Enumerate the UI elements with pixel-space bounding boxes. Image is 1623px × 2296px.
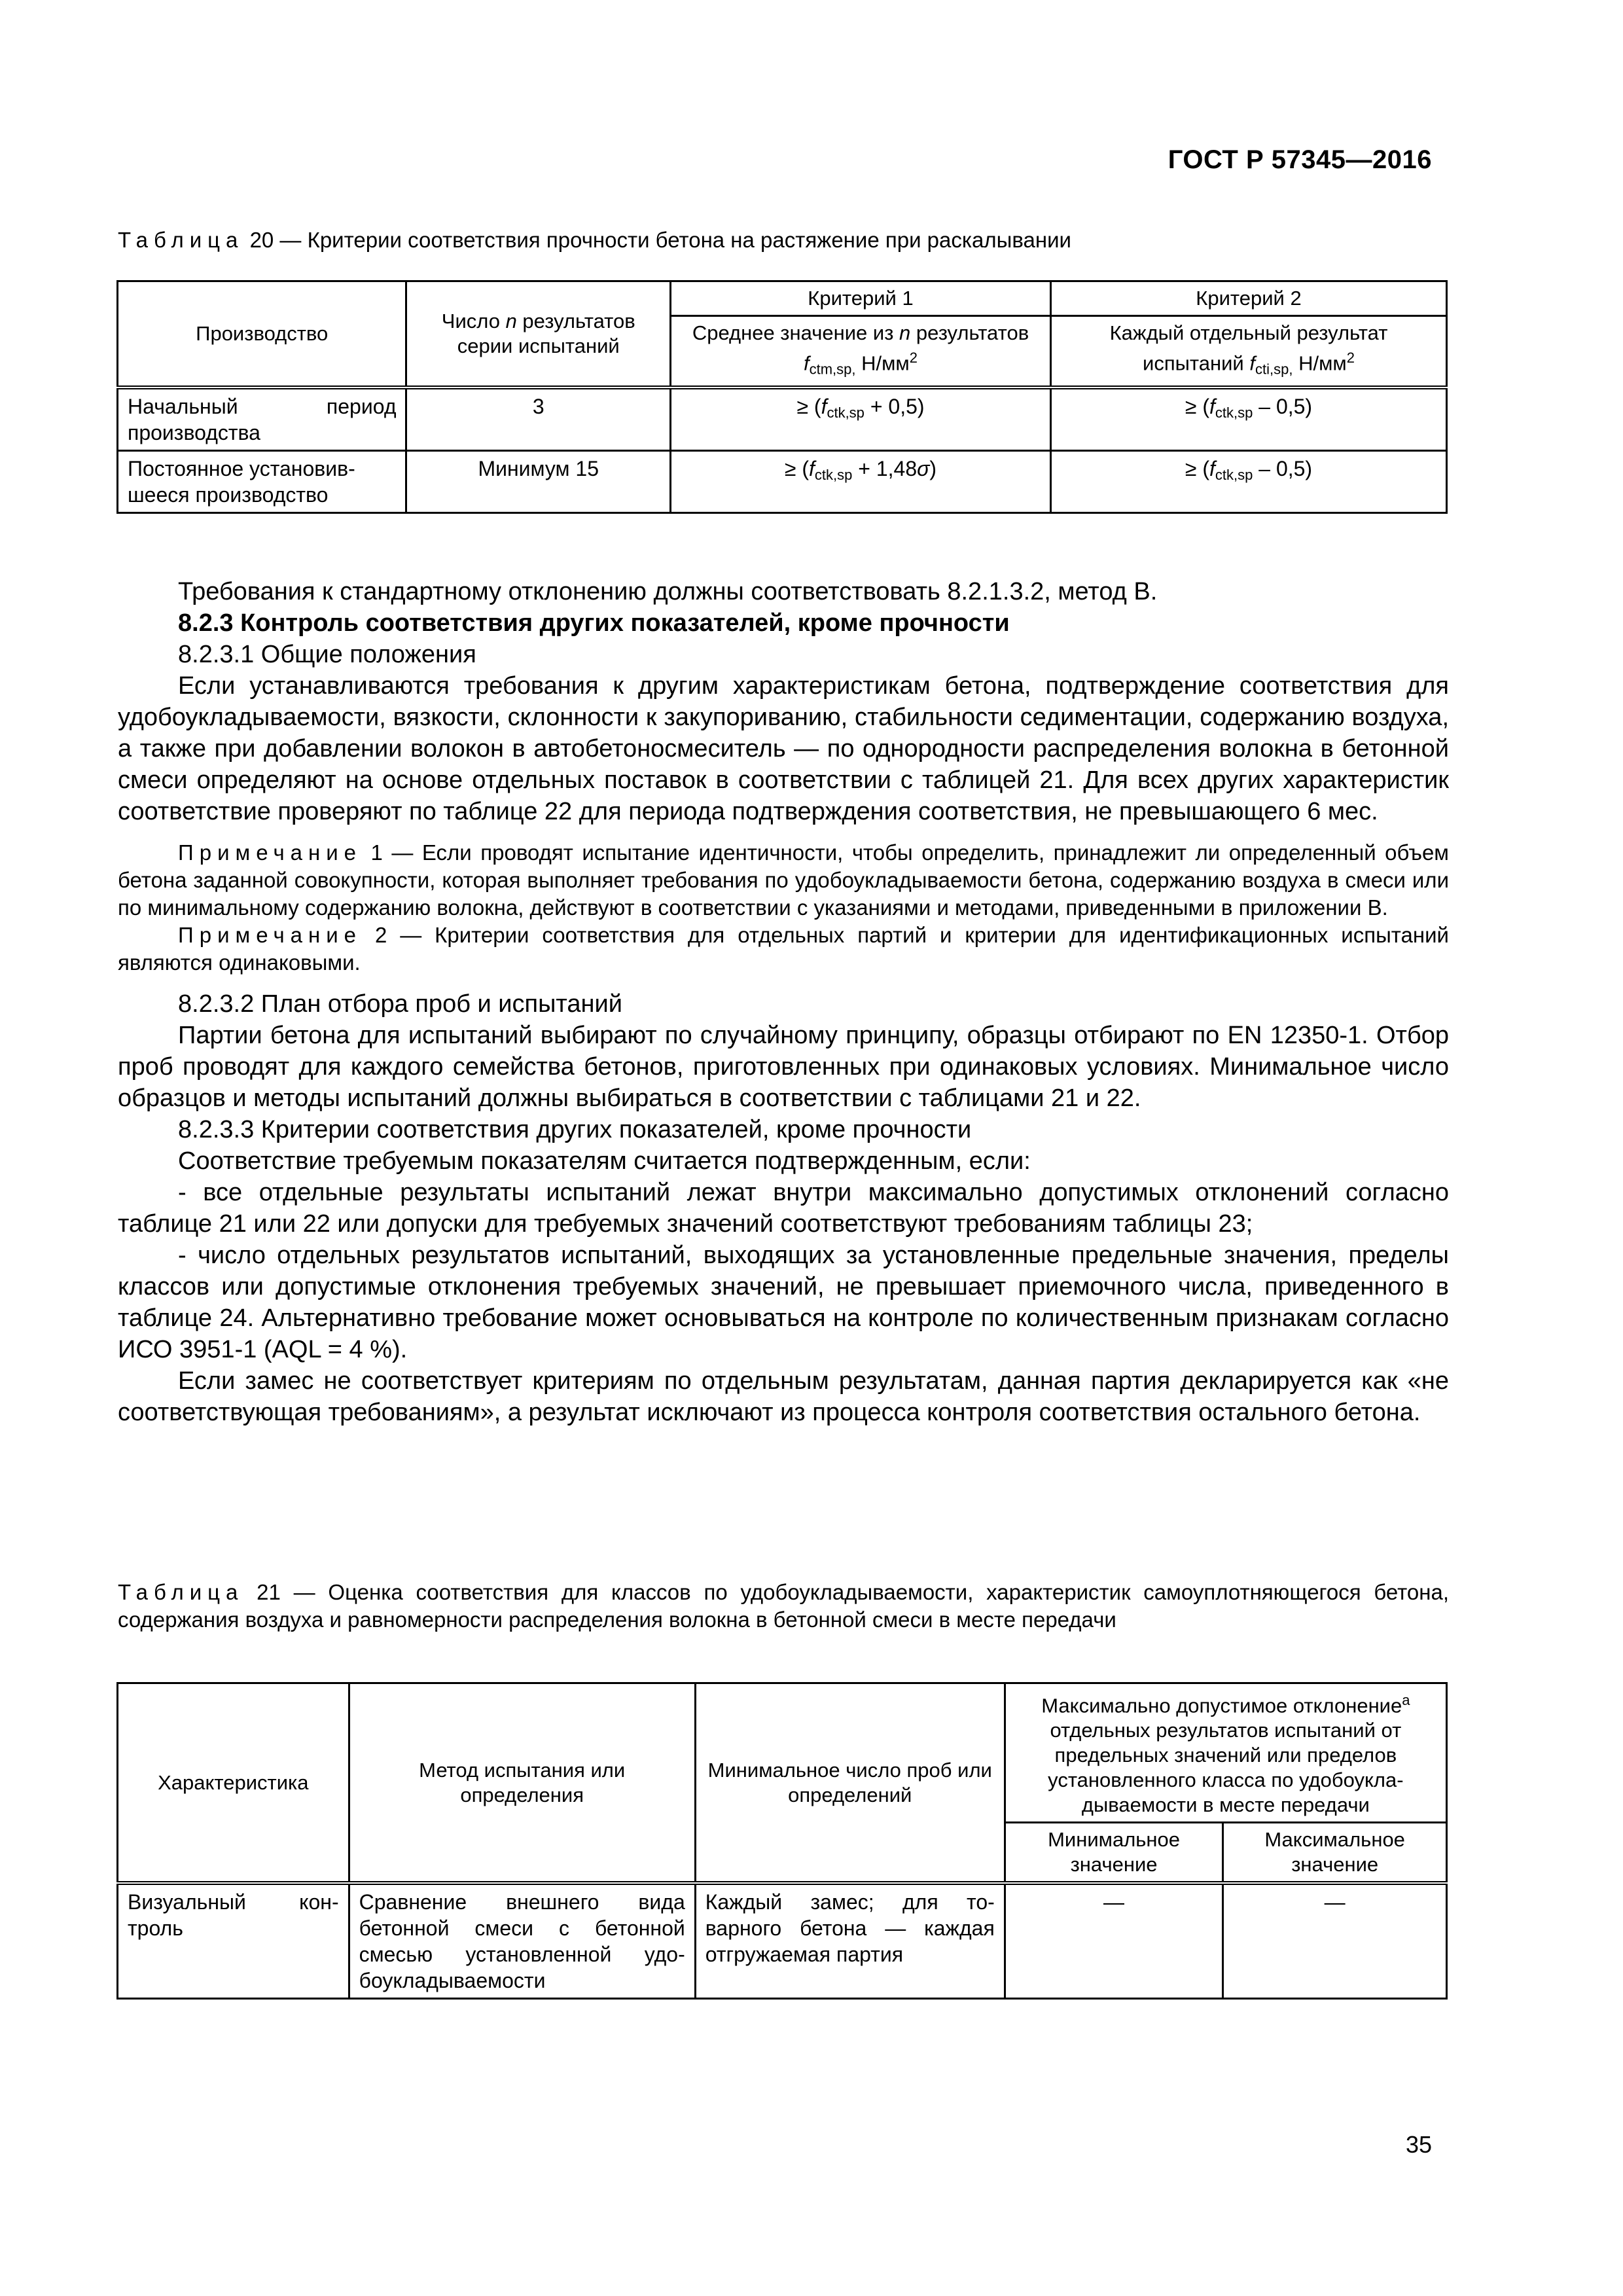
- t20-subheader-criterion1: Среднее значение из n результатов $f_{ctm,sp,}$ $Н/мм^2$: [671, 316, 1051, 388]
- t21-characteristic-visual: Визуальный контроль: [118, 1883, 349, 1999]
- t20-header-n: Число n результатов серии испытаний: [406, 281, 671, 388]
- list-item: - все отдельные результаты испытаний лежат внутри максимально допустимых отклонений согласно таблице 21 или 22 или допуски для требуемых значений соответствуют требованиям таблицы 23;: [118, 1179, 1449, 1238]
- t21-header-min-samples: Минимальное число проб или определений: [695, 1683, 1005, 1884]
- paragraph-general: Если устанавливаются требования к другим характеристикам бетона, подтверждение соответствия для удобоукладываемости, вязкости, склонности к закупориванию, стабильности седиментации, содержанию воздуха, а также при добавлении волокон в автобетоносмеситель — по однородности распределения волокна в бетонной смеси определяют на основе отдельных поставок в соответствии с таблицей 21. Для всех других характеристик соответствие проверяют по таблице 22 для периода подтверждения соответствия, не превышающего 6 мес.: [118, 672, 1449, 825]
- note-1: Примечание 1 — Если проводят испытание идентичности, чтобы определить, принадлежит ли определенный объем бетона заданной совокупности, которая выполняет требования по удобоукладываемости бетона, содержанию воздуха в смеси или по минимальному содержанию волокна, действуют в соответствии с указаниями и методами, приведенными в приложении В.: [118, 840, 1449, 920]
- t20-subheader-criterion2: Каждый отдельный результат испытаний $f_{cti,sp,}$ $Н/мм^2$: [1050, 316, 1446, 388]
- t21-maxval-visual: —: [1223, 1883, 1447, 1999]
- t20-crit1-initial: ≥ $(f_{ctk,sp} + 0,5)$: [671, 387, 1051, 451]
- table20-caption-label: Таблица: [118, 228, 244, 252]
- table21-caption-text: 21 — Оценка соответствия для классов по удобоукладываемости, характеристик самоуплотняющегося бетона, содержания воздуха и равномерности распределения волокна в бетонной смеси в месте передачи: [118, 1580, 1449, 1632]
- table-row: [118, 387, 1447, 451]
- t20-crit2-initial: ≥ $(f_{ctk,sp} - 0,5)$: [1050, 387, 1446, 451]
- t21-header-method: Метод испытания или определения: [349, 1683, 695, 1884]
- t21-header-max-deviation: Максимально допустимое отклонение$^a$ отдельных результатов испытаний от предельных значений или пределов установленного класса по удобоукладываемости в месте передачи: [1005, 1683, 1446, 1823]
- t21-minval-visual: —: [1005, 1883, 1223, 1999]
- t20-header-criterion2: Критерий 2: [1050, 281, 1446, 316]
- paragraph-deviation-req: Требования к стандартному отклонению должны соответствовать 8.2.1.3.2, метод В.: [178, 578, 1158, 605]
- paragraph-conformity: Соответствие требуемым показателям считается подтвержденным, если:: [178, 1147, 1031, 1175]
- section-heading-8-2-3-2: 8.2.3.2 План отбора проб и испытаний: [178, 990, 622, 1018]
- list-item: - число отдельных результатов испытаний, выходящих за установленные предельные значения, пределы классов или допустимые отклонения требуемых значений, не превышает приемочного числа, приведенного в таблице 24. Альтернативно требование может основываться на контроле по количественным признакам согласно ИСО 3951-1 (AQL = 4 %).: [118, 1242, 1449, 1363]
- paragraph-batch: Если замес не соответствует критериям по отдельным результатам, данная партия декларируется как «не соответствующая требованиям», а результат исключают из процесса контроля соответствия остального бетона.: [118, 1367, 1449, 1426]
- t20-header-production: Производство: [118, 281, 406, 388]
- table-row: [118, 1883, 1447, 1999]
- t21-header-min-value: Минимальное значение: [1005, 1823, 1223, 1884]
- table20-caption: [118, 226, 1071, 254]
- page-number: 35: [1405, 2131, 1432, 2158]
- t20-n-steady: Минимум 15: [406, 451, 671, 513]
- t21-min-visual: Каждый замес; для товарного бетона — каждая отгружаемая партия: [695, 1883, 1005, 1999]
- section-heading-8-2-3-1: 8.2.3.1 Общие положения: [178, 641, 476, 668]
- paragraph-sampling: Партии бетона для испытаний выбирают по случайному принципу, образцы отбирают по EN 12350-1. Отбор проб проводят для каждого семейства бетонов, приготовленных при одинаковых условиях. Минимальное число образцов и методы испытаний должны выбираться в соответствии с таблицами 21 и 22.: [118, 1022, 1449, 1112]
- t20-n-initial: 3: [406, 387, 671, 451]
- t21-method-visual: Сравнение внешнего вида бетонной смеси с бетонной смесью установленной удобоукладываемости: [349, 1883, 695, 1999]
- t20-crit1-steady: ≥ $(f_{ctk,sp} + 1,48\sigma)$: [671, 451, 1051, 513]
- table-20: [116, 280, 1448, 514]
- t21-header-characteristic: Характеристика: [118, 1683, 349, 1884]
- standard-designation: ГОСТ Р 57345—2016: [1168, 145, 1432, 174]
- table-row: [118, 451, 1447, 513]
- t20-crit2-steady: ≥ $(f_{ctk,sp} - 0,5)$: [1050, 451, 1446, 513]
- table21-caption-label: Таблица: [118, 1580, 244, 1604]
- t20-production-initial: Начальный период производства: [118, 387, 406, 451]
- body-text: [118, 576, 1449, 1428]
- section-heading-8-2-3-3: 8.2.3.3 Критерии соответствия других показателей, кроме прочности: [178, 1116, 972, 1143]
- t21-header-max-value: Максимальное значение: [1223, 1823, 1447, 1884]
- t20-production-steady: Постоянное установившееся производство: [118, 451, 406, 513]
- table20-caption-text: 20 — Критерии соответствия прочности бетона на растяжение при раскалывании: [249, 228, 1071, 252]
- section-heading-8-2-3: 8.2.3 Контроль соответствия других показателей, кроме прочности: [178, 609, 1010, 637]
- note-2: Примечание 2 — Критерии соответствия для отдельных партий и критерии для идентификационных испытаний являются одинаковыми.: [118, 923, 1449, 975]
- table21-caption: [118, 1579, 1449, 1634]
- table-21: [116, 1682, 1448, 2000]
- t20-header-criterion1: Критерий 1: [671, 281, 1051, 316]
